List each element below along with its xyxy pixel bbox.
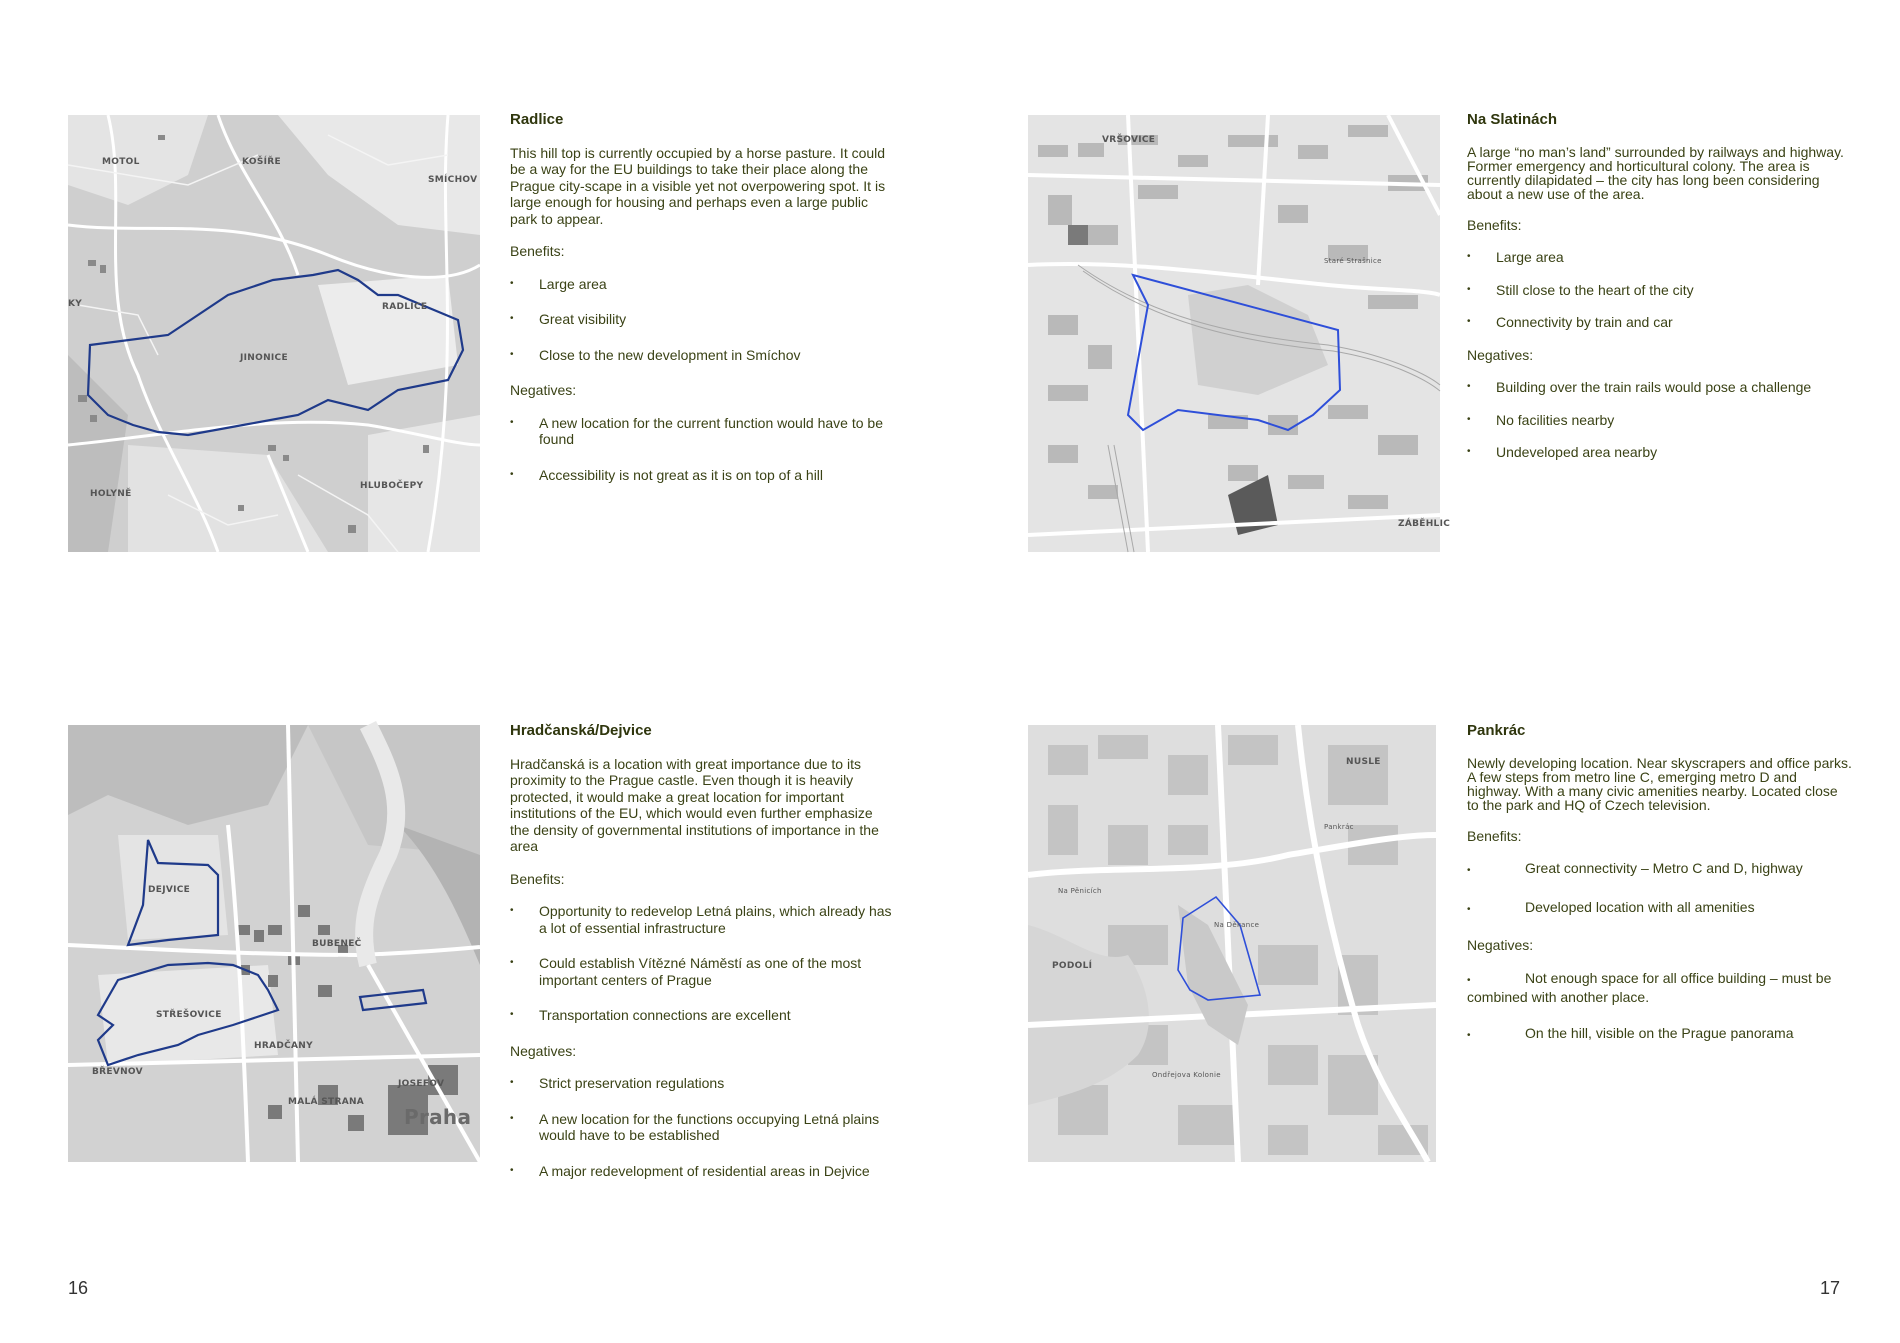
negatives-label: Negatives: [510, 1042, 577, 1059]
site-description-radlice [510, 112, 895, 502]
map-label: KOŠÍŘE [242, 157, 281, 167]
map-label: VRŠOVICE [1102, 135, 1156, 145]
benefit-item: • Large area [1467, 249, 1852, 266]
benefit-text: Developed location with all amenities [1525, 898, 1755, 915]
map-na-slatinach [1028, 115, 1451, 552]
map-label: MALÁ STRANA [288, 1097, 365, 1107]
benefit-item: • Opportunity to redevelop Letná plains, which already has a lot of essential infrastructure [510, 903, 895, 936]
benefit-item: • Could establish Vítězné Náměstí as one of the most important centers of Prague [510, 955, 895, 988]
site-description: A large “no man’s land” surrounded by railways and highway. Former emergency and horticultural colony. The area is currently dilapidated – the city has long been considering about a new use of the area. [1467, 143, 1844, 202]
benefits-label: Benefits: [510, 243, 565, 259]
map-label: Na Pěnicích [1058, 887, 1102, 895]
benefits-list [1467, 249, 1852, 331]
map-label: BŘEVNOV [92, 1067, 143, 1077]
site-title: Hradčanská/Dejvice [510, 722, 652, 739]
map-label: BUBENEČ [312, 939, 362, 949]
map-label: Praha [404, 1105, 472, 1129]
map-label: KY [68, 299, 83, 309]
benefit-text: Great connectivity – Metro C and D, highway [1525, 860, 1803, 876]
map-pankrac [1028, 725, 1436, 1162]
negative-item: • A new location for the current function would have to be found [510, 415, 895, 448]
map-label: JOSEFOV [398, 1079, 445, 1089]
negative-item: • Accessibility is not great as it is on top of a hill [510, 467, 895, 484]
map-label: HRADČANY [254, 1041, 313, 1051]
map-label: MOTOL [102, 157, 140, 167]
negative-item: • Not enough space for all office building – must be combined with another place. [1467, 969, 1832, 1005]
benefits-list [510, 903, 895, 1024]
map-label: Na Děkance [1214, 921, 1260, 929]
negative-item: • Building over the train rails would pose a challenge [1467, 379, 1852, 396]
benefits-list [510, 276, 895, 364]
negative-item: • On the hill, visible on the Prague panorama [1467, 1024, 1794, 1041]
negative-item: • No facilities nearby [1467, 412, 1852, 429]
site-title: Radlice [510, 111, 564, 128]
map-label: HOLYNĚ [90, 489, 132, 499]
map-label: PODOLÍ [1052, 961, 1093, 971]
benefit-item: • Great visibility [510, 311, 895, 328]
map-label: HLUBOČEPY [360, 481, 424, 491]
map-label: JINONICE [240, 353, 288, 363]
negatives-list [510, 1075, 895, 1179]
negatives-list [510, 415, 895, 484]
negative-text: On the hill, visible on the Prague panorama [1525, 1024, 1794, 1041]
map-label: Pankrác [1324, 823, 1354, 831]
page-number-left: 16 [68, 1278, 89, 1298]
map-label: ZÁBĚHLIC [1398, 519, 1451, 529]
benefit-item: • Great connectivity – Metro C and D, highway [1467, 860, 1803, 876]
site-description-na-slatinach [1467, 112, 1852, 477]
map-hradcanska-graphic [68, 725, 480, 1162]
benefits-label: Benefits: [1467, 216, 1522, 233]
negative-item: • Undeveloped area nearby [1467, 444, 1852, 461]
site-description-hradcanska [510, 723, 895, 1198]
negatives-list [1467, 379, 1852, 461]
map-pankrac-graphic [1028, 725, 1436, 1162]
negatives-label: Negatives: [1467, 937, 1534, 953]
map-na-slatinach-graphic [1028, 115, 1440, 552]
benefits-label: Benefits: [1467, 827, 1522, 844]
map-label: STŘEŠOVICE [156, 1010, 222, 1020]
negative-item: • A major redevelopment of residential areas in Dejvice [510, 1163, 895, 1180]
map-label: Ondřejova Kolonie [1152, 1071, 1221, 1079]
site-title: Pankrác [1467, 722, 1526, 739]
site-description-pankrac [1467, 723, 1852, 1063]
benefit-item: • Large area [510, 276, 895, 293]
site-title: Na Slatinách [1467, 111, 1558, 128]
benefit-item: • Close to the new development in Smíchov [510, 347, 895, 364]
benefit-item: • Developed location with all amenities [1467, 898, 1755, 915]
map-hradcanska [68, 725, 480, 1162]
benefit-item: • Connectivity by train and car [1467, 314, 1852, 331]
map-label: NUSLE [1346, 757, 1381, 767]
map-label: SMÍCHOV [428, 175, 478, 185]
negative-item: • A new location for the functions occupying Letná plains would have to be established [510, 1111, 895, 1144]
map-label: DEJVICE [148, 885, 191, 895]
map-label: Staré Strašnice [1324, 257, 1382, 265]
site-description: Hradčanská is a location with great importance due to its proximity to the Prague castle. Even though it is heavily protected, it would make a great location for important institutions of the EU, which would even further emphasize the density of governmental institutions of importance in the area [510, 755, 879, 854]
map-label: RADLICE [382, 302, 428, 312]
negative-text: Not enough space for all office building – must be combined with another place. [1467, 969, 1832, 1005]
negatives-label: Negatives: [510, 382, 577, 398]
site-description: This hill top is currently occupied by a horse pasture. It could be a way for the EU buildings to take their place along the Prague city-scape in a visible yet not overpowering spot. It is large enough for housing and perhaps even a large public park to appear. [510, 144, 886, 227]
negative-item: • Strict preservation regulations [510, 1075, 895, 1092]
benefit-item: • Transportation connections are excellent [510, 1007, 895, 1024]
benefit-item: • Still close to the heart of the city [1467, 282, 1852, 299]
map-radlice [68, 115, 480, 552]
negatives-label: Negatives: [1467, 346, 1534, 363]
site-description: Newly developing location. Near skyscrapers and office parks. A few steps from metro line C, emerging metro D and highway. With a many civic amenities nearby. Located close to the park and HQ of Czech television. [1467, 754, 1852, 813]
page-number-right: 17 [1820, 1278, 1841, 1298]
benefits-label: Benefits: [510, 870, 565, 887]
